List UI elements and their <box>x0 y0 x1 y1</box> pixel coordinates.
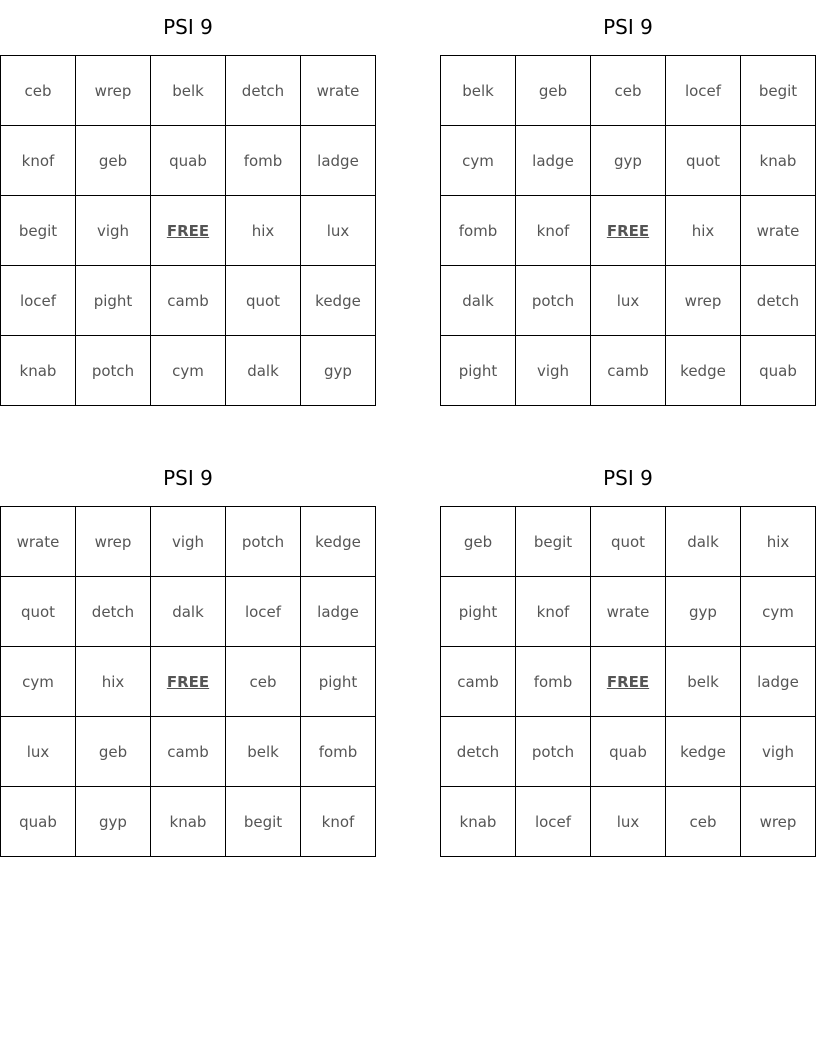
grid-cell: locef <box>1 266 75 335</box>
grid-cell: vigh <box>151 507 225 576</box>
grid-cell: camb <box>441 647 515 716</box>
grid-cell: gyp <box>76 787 150 856</box>
grid-cell: wrate <box>301 56 375 125</box>
bingo-card-4 <box>440 451 816 857</box>
grid-cell: belk <box>666 647 740 716</box>
grid-cell: ceb <box>1 56 75 125</box>
grid-cell: knab <box>741 126 815 195</box>
grid-cell: dalk <box>151 577 225 646</box>
grid-cell: wrep <box>741 787 815 856</box>
grid-cell: wrate <box>1 507 75 576</box>
grid-cell: detch <box>441 717 515 786</box>
grid-cell: quab <box>591 717 665 786</box>
grid-cell: ladge <box>301 577 375 646</box>
grid-cell: knof <box>301 787 375 856</box>
grid-cell: cym <box>1 647 75 716</box>
grid-cell: fomb <box>441 196 515 265</box>
card-title: PSI 9 <box>163 15 213 39</box>
grid-cell: potch <box>516 717 590 786</box>
grid-cell: geb <box>76 717 150 786</box>
bingo-card-1 <box>0 0 376 406</box>
grid-cell: kedge <box>666 336 740 405</box>
grid-cell: vigh <box>741 717 815 786</box>
grid-cell: begit <box>1 196 75 265</box>
grid-cell: lux <box>301 196 375 265</box>
grid-cell: gyp <box>301 336 375 405</box>
grid-cell: wrate <box>741 196 815 265</box>
grid-cell: pight <box>441 336 515 405</box>
bingo-card-2 <box>440 0 816 406</box>
grid-cell: potch <box>76 336 150 405</box>
grid-cell: geb <box>516 56 590 125</box>
grid-cell: knof <box>516 196 590 265</box>
grid-cell: begit <box>226 787 300 856</box>
grid-cell: wrep <box>666 266 740 335</box>
grid-cell: dalk <box>226 336 300 405</box>
grid-cell: belk <box>441 56 515 125</box>
grid-cell: pight <box>441 577 515 646</box>
grid-cell: quab <box>741 336 815 405</box>
grid-cell: ladge <box>516 126 590 195</box>
bingo-grid <box>0 506 376 857</box>
card-title: PSI 9 <box>163 466 213 490</box>
free-space-cell: FREE <box>591 196 665 265</box>
grid-cell: belk <box>151 56 225 125</box>
free-space-cell: FREE <box>151 196 225 265</box>
grid-cell: geb <box>441 507 515 576</box>
bingo-grid <box>0 55 376 406</box>
grid-cell: kedge <box>301 507 375 576</box>
grid-cell: kedge <box>666 717 740 786</box>
grid-cell: camb <box>151 266 225 335</box>
bingo-card-3 <box>0 451 376 857</box>
bingo-grid <box>440 55 816 406</box>
grid-cell: vigh <box>516 336 590 405</box>
grid-cell: detch <box>741 266 815 335</box>
grid-cell: pight <box>301 647 375 716</box>
grid-cell: quab <box>1 787 75 856</box>
grid-cell: lux <box>591 787 665 856</box>
grid-cell: begit <box>516 507 590 576</box>
grid-cell: ladge <box>741 647 815 716</box>
grid-cell: detch <box>226 56 300 125</box>
grid-cell: pight <box>76 266 150 335</box>
grid-cell: begit <box>741 56 815 125</box>
card-title: PSI 9 <box>603 466 653 490</box>
grid-cell: belk <box>226 717 300 786</box>
grid-cell: potch <box>516 266 590 335</box>
grid-cell: wrep <box>76 56 150 125</box>
grid-cell: dalk <box>666 507 740 576</box>
grid-cell: quot <box>1 577 75 646</box>
grid-cell: camb <box>151 717 225 786</box>
card-title: PSI 9 <box>603 15 653 39</box>
grid-cell: cym <box>741 577 815 646</box>
grid-cell: quot <box>226 266 300 335</box>
grid-cell: quab <box>151 126 225 195</box>
grid-cell: ceb <box>666 787 740 856</box>
bingo-grid <box>440 506 816 857</box>
grid-cell: knof <box>516 577 590 646</box>
grid-cell: wrep <box>76 507 150 576</box>
grid-cell: quot <box>591 507 665 576</box>
grid-cell: quot <box>666 126 740 195</box>
free-space-cell: FREE <box>591 647 665 716</box>
grid-cell: locef <box>666 56 740 125</box>
free-space-cell: FREE <box>151 647 225 716</box>
grid-cell: hix <box>666 196 740 265</box>
grid-cell: cym <box>441 126 515 195</box>
grid-cell: ceb <box>226 647 300 716</box>
grid-cell: ceb <box>591 56 665 125</box>
grid-cell: vigh <box>76 196 150 265</box>
grid-cell: cym <box>151 336 225 405</box>
grid-cell: fomb <box>226 126 300 195</box>
grid-cell: hix <box>741 507 815 576</box>
grid-cell: locef <box>516 787 590 856</box>
grid-cell: fomb <box>301 717 375 786</box>
grid-cell: kedge <box>301 266 375 335</box>
grid-cell: fomb <box>516 647 590 716</box>
grid-cell: hix <box>76 647 150 716</box>
grid-cell: hix <box>226 196 300 265</box>
grid-cell: knab <box>151 787 225 856</box>
grid-cell: knab <box>441 787 515 856</box>
grid-cell: gyp <box>666 577 740 646</box>
grid-cell: knof <box>1 126 75 195</box>
grid-cell: lux <box>591 266 665 335</box>
grid-cell: camb <box>591 336 665 405</box>
grid-cell: gyp <box>591 126 665 195</box>
grid-cell: lux <box>1 717 75 786</box>
grid-cell: detch <box>76 577 150 646</box>
grid-cell: dalk <box>441 266 515 335</box>
grid-cell: potch <box>226 507 300 576</box>
grid-cell: wrate <box>591 577 665 646</box>
grid-cell: knab <box>1 336 75 405</box>
grid-cell: ladge <box>301 126 375 195</box>
grid-cell: locef <box>226 577 300 646</box>
grid-cell: geb <box>76 126 150 195</box>
